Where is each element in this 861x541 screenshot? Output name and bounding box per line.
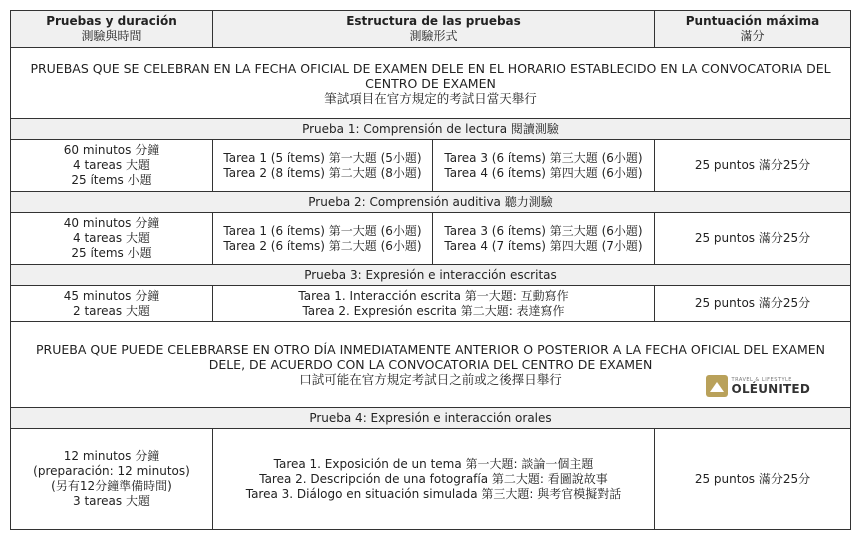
header-estructura-es: Estructura de las pruebas [346, 14, 521, 28]
prueba4-tareas: 3 tareas 大題 [73, 494, 150, 508]
header-pruebas [11, 11, 213, 48]
prueba3-minutes: 45 minutos 分鐘 [63, 288, 160, 303]
prueba3-duration [11, 286, 213, 322]
prueba4-preparacion: (preparación: 12 minutos) [33, 464, 190, 478]
prueba3-row [11, 286, 851, 322]
banner-written-line2: CENTRO DE EXAMEN [365, 75, 496, 91]
prueba2-tarea3: Tarea 3 (6 ítems) 第三大題 (6小題) [444, 223, 643, 238]
prueba2-tarea2: Tarea 2 (6 ítems) 第二大題 (6小題) [223, 238, 422, 253]
prueba1-tareas-a [213, 140, 433, 192]
prueba1-row [11, 140, 851, 192]
prueba1-tareas-b [433, 140, 655, 192]
prueba3-title: Prueba 3: Expresión e interacción escritas [11, 265, 851, 286]
prueba4-tarea3: Tarea 3. Diálogo en situación simulada 第三大題: 與考官模擬對話 [245, 486, 622, 501]
prueba1-tarea1: Tarea 1 (5 ítems) 第一大題 (5小題) [223, 150, 422, 165]
prueba1-minutes: 60 minutos 分鐘 [63, 143, 160, 157]
logo-tagline: TRAVEL & LIFESTYLE [731, 376, 792, 383]
prueba4-title-row [11, 408, 851, 429]
prueba3-tarea1: Tarea 1. Interacción escrita 第一大題: 互動寫作 [298, 288, 569, 303]
banner-oral-line1: PRUEBA QUE PUEDE CELEBRARSE EN OTRO DÍA INMEDIATAMENTE ANTERIOR O POSTERIOR A LA FECHA OFICIAL DEL EXAMEN [36, 342, 825, 357]
prueba1-title: Prueba 1: Comprensión de lectura 閱讀測驗 [11, 119, 851, 140]
prueba3-score: 25 puntos 滿分25分 [655, 286, 851, 322]
prueba1-tareas: 4 tareas 大題 [73, 158, 150, 172]
prueba1-duration [11, 140, 213, 192]
prueba1-title-row [11, 119, 851, 140]
prueba2-tarea1: Tarea 1 (6 ítems) 第一大題 (6小題) [223, 223, 422, 238]
mountain-logo-icon [706, 375, 728, 397]
header-puntuacion [655, 11, 851, 48]
prueba4-tarea2: Tarea 2. Descripción de una fotografía 第二大題: 看圖說故事 [259, 471, 608, 486]
header-pruebas-es: Pruebas y duración [46, 14, 177, 28]
prueba4-minutes: 12 minutos 分鐘 [63, 449, 160, 463]
prueba4-tareas-list [213, 429, 655, 530]
prueba4-tarea1: Tarea 1. Exposición de un tema 第一大題: 談論一個主題 [273, 456, 594, 471]
banner-oral [11, 322, 851, 408]
logo-text [732, 378, 810, 395]
prueba4-duration [11, 429, 213, 530]
banner-written-line1: PRUEBAS QUE SE CELEBRAN EN LA FECHA OFICIAL DE EXAMEN DELE EN EL HORARIO ESTABLECIDO EN LA CONVOCATORIA DEL [30, 60, 831, 76]
banner-oral-row [11, 322, 851, 408]
header-pruebas-zh: 測驗與時間 [81, 29, 142, 43]
prueba1-items: 25 ítems 小題 [71, 173, 152, 187]
prueba2-duration [11, 213, 213, 265]
prueba3-tareas-list [213, 286, 655, 322]
header-puntuacion-zh: 滿分 [740, 29, 765, 43]
prueba1-tarea4: Tarea 4 (6 ítems) 第四大題 (6小題) [444, 165, 643, 180]
prueba4-title: Prueba 4: Expresión e interacción orales [11, 408, 851, 429]
prueba1-tarea2: Tarea 2 (8 ítems) 第二大題 (8小題) [223, 165, 422, 180]
prueba2-tareas-b [433, 213, 655, 265]
prueba2-tarea4: Tarea 4 (7 ítems) 第四大題 (7小題) [444, 238, 643, 253]
prueba2-tareas-a [213, 213, 433, 265]
prueba3-title-row [11, 265, 851, 286]
logo-wordmark: OLÉUNITED [731, 381, 810, 396]
prueba2-score: 25 puntos 滿分25分 [655, 213, 851, 265]
prueba2-row [11, 213, 851, 265]
prueba4-preparacion-zh: (另有12分鐘準備時間) [51, 479, 172, 493]
prueba2-tareas: 4 tareas 大題 [73, 231, 150, 245]
oleunited-logo [706, 375, 810, 397]
prueba2-minutes: 40 minutos 分鐘 [63, 216, 160, 230]
exam-structure-table [10, 10, 851, 530]
prueba1-tarea3: Tarea 3 (6 ítems) 第三大題 (6小題) [444, 150, 643, 165]
prueba2-title: Prueba 2: Comprensión auditiva 聽力測驗 [11, 192, 851, 213]
header-estructura-zh: 測驗形式 [409, 29, 458, 43]
prueba2-title-row [11, 192, 851, 213]
header-estructura [213, 11, 655, 48]
banner-written-row [11, 48, 851, 119]
prueba4-row [11, 429, 851, 530]
banner-oral-zh: 口試可能在官方規定考試日之前或之後擇日舉行 [299, 372, 562, 387]
prueba3-tareas: 2 tareas 大題 [73, 303, 150, 318]
header-row [11, 11, 851, 48]
header-puntuacion-es: Puntuación máxima [685, 14, 820, 28]
banner-written-zh: 筆試項目在官方規定的考試日當天舉行 [324, 90, 537, 106]
banner-oral-line2: DELE, DE ACUERDO CON LA CONVOCATORIA DEL CENTRO DE EXAMEN [208, 357, 653, 372]
prueba2-items: 25 ítems 小題 [71, 246, 152, 260]
prueba1-score: 25 puntos 滿分25分 [655, 140, 851, 192]
banner-written [11, 48, 851, 119]
prueba4-score: 25 puntos 滿分25分 [655, 429, 851, 530]
prueba3-tarea2: Tarea 2. Expresión escrita 第二大題: 表達寫作 [302, 303, 565, 318]
